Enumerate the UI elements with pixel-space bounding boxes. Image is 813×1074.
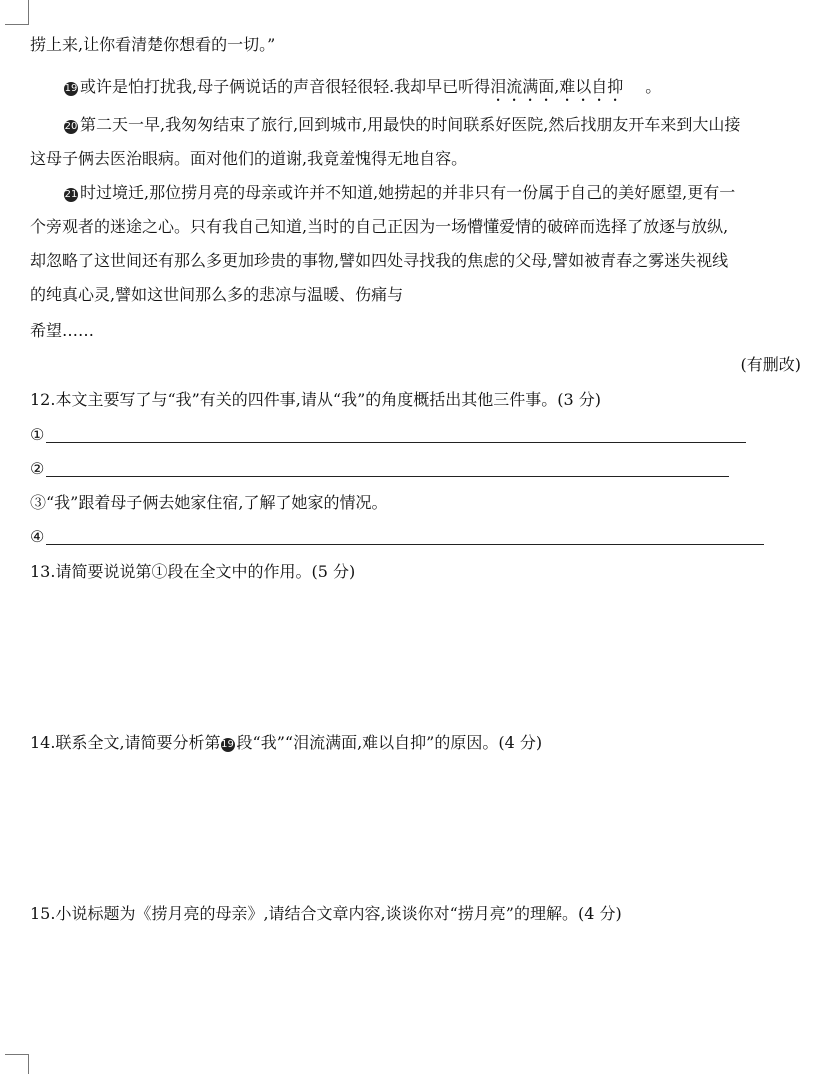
paragraph-21-line-4: 的纯真心灵,譬如这世间那么多的悲凉与温暖、伤痛与 [30,285,404,304]
source-note: (有删改) [740,355,801,374]
paragraph-20-line-1: 20 第二天一早,我匆匆结束了旅行,回到城市,用最快的时间联系好医院,然后找朋友开车来到大山接 [64,115,741,134]
answer-item-3: ③“我”跟着母子俩去她家住宿,了解了她家的情况。 [30,493,388,512]
paragraph-21-line-1: 21 时过境迁,那位捞月亮的母亲或许并不知道,她捞起的并非只有一份属于自己的美好愿望,更有一 [64,183,736,202]
paragraph-20-line-2: 这母子俩去医治眼病。面对他们的道谢,我竟羞愧得无地自容。 [30,149,468,168]
paragraph-marker-20: 20 [64,121,78,132]
paragraph-21-line-5: 希望…… [30,321,95,340]
answer-line-1[interactable] [46,442,746,443]
paragraph-marker-21: 21 [64,189,78,200]
answer-line-4[interactable] [46,544,764,545]
crop-mark-bottom-left [5,1054,29,1074]
question-15: 15.小说标题为《捞月亮的母亲》,请结合文章内容,谈谈你对“捞月亮”的理解。(4 分) [30,904,622,923]
answer-item-1-label: ① [30,425,45,444]
emphasized-phrase: 泪流满面,难以自抑 [490,77,624,96]
question-12: 12.本文主要写了与“我”有关的四件事,请从“我”的角度概括出其他三件事。(3 分) [30,390,602,409]
paragraph-21-line-3: 却忽略了这世间还有那么多更加珍贵的事物,譬如四处寻找我的焦虑的父母,譬如被青春之雾迷失视线 [30,251,729,270]
answer-item-2-label: ② [30,459,45,478]
paragraph-19: 19 或许是怕打扰我,母子俩说话的声音很轻很轻.我却早已听得泪流满面,难以自抑 。 [64,77,662,96]
question-14: 14.联系全文,请简要分析第19 段“我”“泪流满面,难以自抑”的原因。(4 分) [30,733,543,752]
crop-mark-top-left [5,0,29,25]
paragraph-marker-19-ref: 19 [221,739,234,750]
paragraph-marker-19: 19 [64,83,78,94]
question-13: 13.请简要说说第①段在全文中的作用。(5 分) [30,562,356,581]
answer-item-4-label: ④ [30,527,45,546]
answer-line-2[interactable] [46,476,729,477]
paragraph-21-line-2: 个旁观者的迷途之心。只有我自己知道,当时的自己正因为一场懵懂爱情的破碎而选择了放逐与放纵, [30,217,729,236]
passage-line-top: 捞上来,让你看清楚你想看的一切。” [30,35,276,54]
